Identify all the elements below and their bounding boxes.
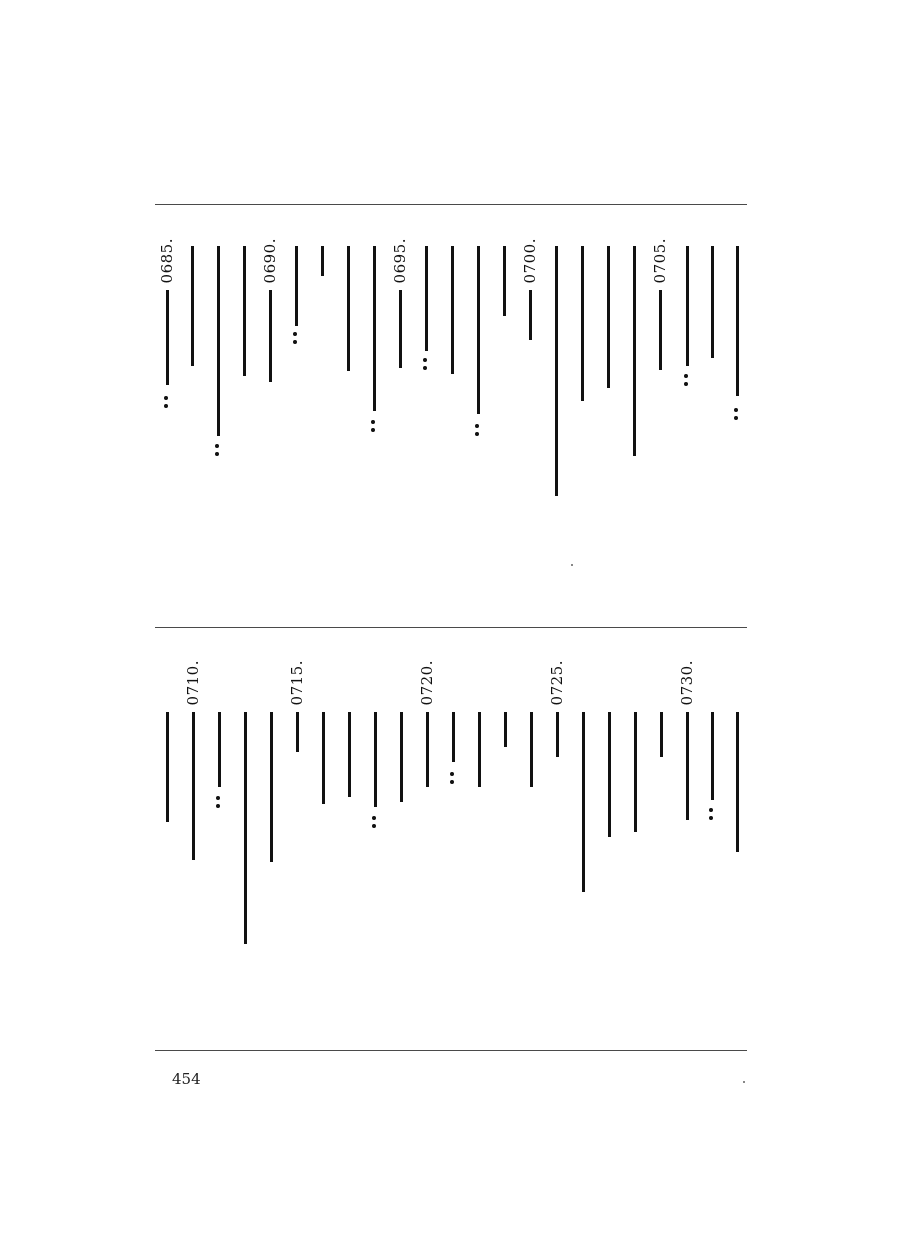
text-column [623,660,647,920]
text-column [440,238,464,528]
bottom-text-block [155,660,747,920]
text-column [492,238,516,528]
text-column [284,238,308,528]
entry-number: 0690. [261,238,279,284]
text-column [700,660,724,920]
text-column [725,660,749,920]
text-column [259,660,283,920]
entry-number: 0730. [678,660,696,706]
text-column [675,238,699,528]
text-column [311,660,335,920]
text-column [232,238,256,528]
scan-speck [743,1081,745,1083]
entry-column [648,238,672,528]
entry-number: 0725. [548,660,566,706]
text-column [207,660,231,920]
entry-column [388,238,412,528]
entry-column [181,660,205,920]
scan-speck [571,564,573,566]
entry-number: 0705. [651,238,669,284]
text-column [206,238,230,528]
text-column [310,238,334,528]
page-number: 454 [172,1070,201,1088]
text-column [155,660,179,920]
text-column [649,660,673,920]
entry-number: 0685. [158,238,176,284]
top-text-block [155,238,747,528]
text-column [233,660,257,920]
entry-number: 0710. [184,660,202,706]
text-column [493,660,517,920]
text-column [337,660,361,920]
text-column [467,660,491,920]
text-column [570,238,594,528]
text-column [571,660,595,920]
text-column [336,238,360,528]
entry-number: 0715. [288,660,306,706]
text-column [597,660,621,920]
text-column [519,660,543,920]
entry-column [675,660,699,920]
top-rule [155,204,747,205]
text-column [544,238,568,528]
middle-rule [155,627,747,628]
entry-column [285,660,309,920]
text-column [441,660,465,920]
entry-column [258,238,282,528]
text-column [725,238,749,528]
text-column [414,238,438,528]
entry-number: 0695. [391,238,409,284]
text-column [362,238,386,528]
bottom-rule [155,1050,747,1051]
text-column [596,238,620,528]
text-column [466,238,490,528]
entry-column [518,238,542,528]
entry-number: 0720. [418,660,436,706]
text-column [389,660,413,920]
entry-column [415,660,439,920]
entry-number: 0700. [521,238,539,284]
text-column [363,660,387,920]
entry-column [545,660,569,920]
text-column [622,238,646,528]
text-column [700,238,724,528]
entry-column [155,238,179,528]
text-column [180,238,204,528]
